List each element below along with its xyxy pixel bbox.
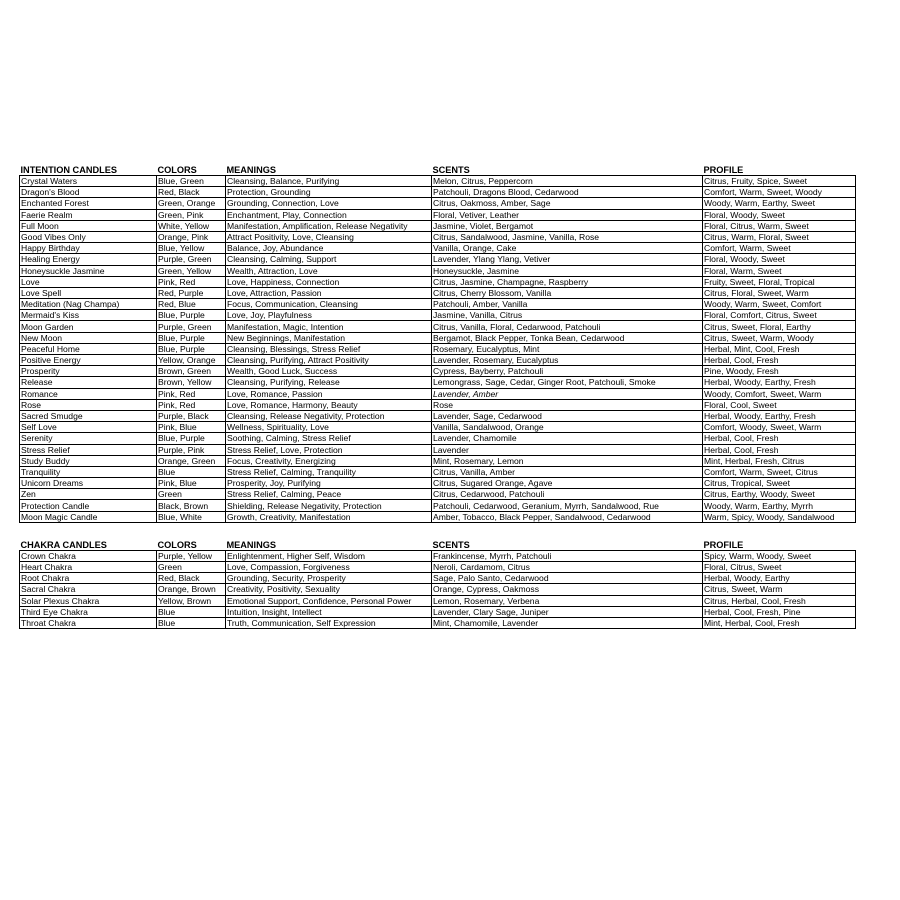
column-header-meanings: MEANINGS	[226, 165, 277, 175]
cell-meanings: Wellness, Spirituality, Love	[226, 422, 432, 433]
table-row	[20, 562, 856, 573]
cell-colors: Green	[157, 562, 226, 573]
cell-profile: Citrus, Fruity, Spice, Sweet	[703, 176, 856, 187]
cell-name: Rose	[20, 399, 157, 410]
column-header-profile: PROFILE	[703, 165, 744, 175]
cell-profile: Citrus, Herbal, Cool, Fresh	[703, 595, 856, 606]
cell-profile: Comfort, Warm, Sweet, Woody	[703, 187, 856, 198]
cell-scents: Bergamot, Black Pepper, Tonka Bean, Cedarwood	[432, 332, 703, 343]
cell-name: Sacral Chakra	[20, 584, 157, 595]
table-row	[20, 478, 856, 489]
cell-scents: Honeysuckle, Jasmine	[432, 265, 703, 276]
cell-colors: Green	[157, 489, 226, 500]
table-row	[20, 321, 856, 332]
cell-scents: Cypress, Bayberry, Patchouli	[432, 366, 703, 377]
cell-colors: Black, Brown	[157, 500, 226, 511]
cell-meanings: Love, Romance, Harmony, Beauty	[226, 399, 432, 410]
cell-scents: Lemongrass, Sage, Cedar, Ginger Root, Patchouli, Smoke	[432, 377, 703, 388]
table-row	[20, 410, 856, 421]
cell-colors: Orange, Pink	[157, 231, 226, 242]
table-row	[20, 511, 856, 522]
cell-colors: Blue, Purple	[157, 433, 226, 444]
table-row	[20, 287, 856, 298]
chakra-header-row	[20, 538, 856, 551]
cell-meanings: Intuition, Insight, Intellect	[226, 606, 432, 617]
cell-meanings: Love, Compassion, Forgiveness	[226, 562, 432, 573]
column-header-name: INTENTION CANDLES	[20, 165, 117, 175]
table-row	[20, 573, 856, 584]
cell-meanings: Grounding, Security, Prosperity	[226, 573, 432, 584]
table-row	[20, 254, 856, 265]
table-row	[20, 187, 856, 198]
cell-colors: Purple, Black	[157, 410, 226, 421]
cell-colors: Blue, Green	[157, 176, 226, 187]
cell-profile: Woody, Warm, Earthy, Sweet	[703, 198, 856, 209]
cell-meanings: Prosperity, Joy, Purifying	[226, 478, 432, 489]
table-row	[20, 343, 856, 354]
cell-profile: Floral, Cool, Sweet	[703, 399, 856, 410]
column-header-name: CHAKRA CANDLES	[20, 539, 107, 550]
cell-colors: Orange, Green	[157, 455, 226, 466]
cell-scents: Rosemary, Eucalyptus, Mint	[432, 343, 703, 354]
cell-name: Root Chakra	[20, 573, 157, 584]
cell-profile: Herbal, Woody, Earthy, Fresh	[703, 410, 856, 421]
cell-meanings: Grounding, Connection, Love	[226, 198, 432, 209]
table-row	[20, 455, 856, 466]
cell-profile: Herbal, Woody, Earthy, Fresh	[703, 377, 856, 388]
table-row	[20, 550, 856, 561]
cell-scents: Lavender, Clary Sage, Juniper	[432, 606, 703, 617]
cell-meanings: Soothing, Calming, Stress Relief	[226, 433, 432, 444]
cell-scents: Lavender, Sage, Cedarwood	[432, 410, 703, 421]
cell-scents: Frankincense, Myrrh, Patchouli	[432, 550, 703, 561]
cell-colors: Purple, Green	[157, 254, 226, 265]
cell-name: Release	[20, 377, 157, 388]
table-row	[20, 489, 856, 500]
cell-name: Honeysuckle Jasmine	[20, 265, 157, 276]
cell-name: Throat Chakra	[20, 617, 157, 628]
cell-scents: Patchouli, Cedarwood, Geranium, Myrrh, Sandalwood, Rue	[432, 500, 703, 511]
cell-profile: Floral, Citrus, Warm, Sweet	[703, 220, 856, 231]
cell-meanings: Stress Relief, Calming, Peace	[226, 489, 432, 500]
cell-colors: Green, Yellow	[157, 265, 226, 276]
cell-scents: Lemon, Rosemary, Verbena	[432, 595, 703, 606]
table-row	[20, 433, 856, 444]
table-row	[20, 595, 856, 606]
cell-name: Mermaid's Kiss	[20, 310, 157, 321]
cell-profile: Citrus, Warm, Floral, Sweet	[703, 231, 856, 242]
cell-meanings: Love, Joy, Playfulness	[226, 310, 432, 321]
cell-meanings: Wealth, Attraction, Love	[226, 265, 432, 276]
cell-profile: Woody, Warm, Sweet, Comfort	[703, 299, 856, 310]
cell-colors: Pink, Red	[157, 399, 226, 410]
cell-scents: Citrus, Cherry Blossom, Vanilla	[432, 287, 703, 298]
table-row	[20, 231, 856, 242]
cell-meanings: Focus, Creativity, Energizing	[226, 455, 432, 466]
cell-profile: Pine, Woody, Fresh	[703, 366, 856, 377]
cell-profile: Herbal, Cool, Fresh, Pine	[703, 606, 856, 617]
cell-profile: Comfort, Woody, Sweet, Warm	[703, 422, 856, 433]
cell-name: Serenity	[20, 433, 157, 444]
cell-profile: Citrus, Floral, Sweet, Warm	[703, 287, 856, 298]
table-row	[20, 355, 856, 366]
cell-scents: Sage, Palo Santo, Cedarwood	[432, 573, 703, 584]
cell-profile: Floral, Comfort, Citrus, Sweet	[703, 310, 856, 321]
cell-meanings: Enchantment, Play, Connection	[226, 209, 432, 220]
cell-meanings: Attract Positivity, Love, Cleansing	[226, 231, 432, 242]
cell-colors: Red, Black	[157, 187, 226, 198]
cell-profile: Mint, Herbal, Cool, Fresh	[703, 617, 856, 628]
cell-meanings: Cleansing, Calming, Support	[226, 254, 432, 265]
table-row	[20, 466, 856, 477]
cell-colors: Red, Black	[157, 573, 226, 584]
cell-name: Sacred Smudge	[20, 410, 157, 421]
cell-colors: Orange, Brown	[157, 584, 226, 595]
cell-name: Enchanted Forest	[20, 198, 157, 209]
cell-meanings: Emotional Support, Confidence, Personal Power	[226, 595, 432, 606]
cell-name: Third Eye Chakra	[20, 606, 157, 617]
column-header-profile: PROFILE	[703, 539, 744, 550]
cell-name: Peaceful Home	[20, 343, 157, 354]
cell-scents: Citrus, Vanilla, Amber	[432, 466, 703, 477]
column-header-colors: COLORS	[157, 165, 197, 175]
cell-scents: Jasmine, Violet, Bergamot	[432, 220, 703, 231]
cell-name: Moon Magic Candle	[20, 511, 157, 522]
table-row	[20, 422, 856, 433]
cell-name: Prosperity	[20, 366, 157, 377]
section-spacer	[19, 523, 855, 538]
cell-name: Meditation (Nag Champa)	[20, 299, 157, 310]
cell-colors: Green, Orange	[157, 198, 226, 209]
cell-name: Self Love	[20, 422, 157, 433]
cell-profile: Floral, Warm, Sweet	[703, 265, 856, 276]
cell-colors: Red, Purple	[157, 287, 226, 298]
cell-scents: Lavender, Rosemary, Eucalyptus	[432, 355, 703, 366]
cell-meanings: Protection, Grounding	[226, 187, 432, 198]
table-row	[20, 377, 856, 388]
cell-meanings: Cleansing, Balance, Purifying	[226, 176, 432, 187]
cell-profile: Herbal, Cool, Fresh	[703, 355, 856, 366]
cell-scents: Patchouli, Amber, Vanilla	[432, 299, 703, 310]
cell-name: Crown Chakra	[20, 550, 157, 561]
cell-profile: Herbal, Cool, Fresh	[703, 433, 856, 444]
table-row	[20, 276, 856, 287]
table-row	[20, 265, 856, 276]
cell-name: Love Spell	[20, 287, 157, 298]
cell-name: Positive Energy	[20, 355, 157, 366]
cell-colors: Pink, Red	[157, 388, 226, 399]
table-row	[20, 500, 856, 511]
cell-name: Zen	[20, 489, 157, 500]
cell-scents: Citrus, Jasmine, Champagne, Raspberry	[432, 276, 703, 287]
intention-table-body	[20, 176, 856, 523]
cell-profile: Floral, Woody, Sweet	[703, 209, 856, 220]
cell-scents: Orange, Cypress, Oakmoss	[432, 584, 703, 595]
cell-colors: Blue	[157, 617, 226, 628]
table-row	[20, 366, 856, 377]
column-header-meanings: MEANINGS	[226, 539, 277, 550]
cell-name: Stress Relief	[20, 444, 157, 455]
cell-name: Unicorn Dreams	[20, 478, 157, 489]
cell-colors: Red, Blue	[157, 299, 226, 310]
cell-name: Full Moon	[20, 220, 157, 231]
cell-scents: Vanilla, Sandalwood, Orange	[432, 422, 703, 433]
intention-candles-table	[19, 163, 856, 523]
cell-colors: Purple, Pink	[157, 444, 226, 455]
table-row	[20, 606, 856, 617]
cell-meanings: Love, Attraction, Passion	[226, 287, 432, 298]
cell-scents: Lavender, Amber	[432, 388, 703, 399]
cell-meanings: Shielding, Release Negativity, Protection	[226, 500, 432, 511]
table-row	[20, 198, 856, 209]
cell-meanings: New Beginnings, Manifestation	[226, 332, 432, 343]
cell-profile: Herbal, Woody, Earthy	[703, 573, 856, 584]
cell-meanings: Enlightenment, Higher Self, Wisdom	[226, 550, 432, 561]
cell-name: Moon Garden	[20, 321, 157, 332]
cell-meanings: Truth, Communication, Self Expression	[226, 617, 432, 628]
cell-scents: Vanilla, Orange, Cake	[432, 243, 703, 254]
cell-meanings: Love, Romance, Passion	[226, 388, 432, 399]
cell-name: Study Buddy	[20, 455, 157, 466]
cell-colors: Blue, White	[157, 511, 226, 522]
column-header-colors: COLORS	[157, 539, 197, 550]
cell-scents: Floral, Vetiver, Leather	[432, 209, 703, 220]
cell-meanings: Cleansing, Purifying, Release	[226, 377, 432, 388]
cell-name: Dragon's Blood	[20, 187, 157, 198]
table-row	[20, 299, 856, 310]
cell-profile: Floral, Citrus, Sweet	[703, 562, 856, 573]
cell-name: Love	[20, 276, 157, 287]
table-row	[20, 209, 856, 220]
cell-meanings: Wealth, Good Luck, Success	[226, 366, 432, 377]
table-row	[20, 176, 856, 187]
cell-colors: Blue, Yellow	[157, 243, 226, 254]
cell-meanings: Manifestation, Magic, Intention	[226, 321, 432, 332]
table-row	[20, 399, 856, 410]
cell-profile: Warm, Spicy, Woody, Sandalwood	[703, 511, 856, 522]
cell-scents: Citrus, Cedarwood, Patchouli	[432, 489, 703, 500]
table-row	[20, 444, 856, 455]
cell-scents: Citrus, Vanilla, Floral, Cedarwood, Patchouli	[432, 321, 703, 332]
cell-scents: Rose	[432, 399, 703, 410]
cell-profile: Spicy, Warm, Woody, Sweet	[703, 550, 856, 561]
cell-colors: Blue, Purple	[157, 332, 226, 343]
cell-meanings: Cleansing, Release Negativity, Protection	[226, 410, 432, 421]
cell-meanings: Growth, Creativity, Manifestation	[226, 511, 432, 522]
cell-name: Faerie Realm	[20, 209, 157, 220]
cell-meanings: Focus, Communication, Cleansing	[226, 299, 432, 310]
cell-scents: Lavender	[432, 444, 703, 455]
cell-profile: Herbal, Mint, Cool, Fresh	[703, 343, 856, 354]
cell-colors: Pink, Red	[157, 276, 226, 287]
table-row	[20, 332, 856, 343]
cell-profile: Citrus, Sweet, Floral, Earthy	[703, 321, 856, 332]
cell-scents: Melon, Citrus, Peppercorn	[432, 176, 703, 187]
cell-scents: Citrus, Sugared Orange, Agave	[432, 478, 703, 489]
cell-name: Solar Plexus Chakra	[20, 595, 157, 606]
cell-profile: Woody, Comfort, Sweet, Warm	[703, 388, 856, 399]
cell-colors: Purple, Green	[157, 321, 226, 332]
column-header-scents: SCENTS	[432, 165, 470, 175]
table-row	[20, 220, 856, 231]
cell-name: Crystal Waters	[20, 176, 157, 187]
table-row	[20, 388, 856, 399]
table-row	[20, 584, 856, 595]
cell-colors: Blue	[157, 606, 226, 617]
cell-scents: Mint, Rosemary, Lemon	[432, 455, 703, 466]
cell-meanings: Stress Relief, Love, Protection	[226, 444, 432, 455]
cell-scents: Citrus, Sandalwood, Jasmine, Vanilla, Rose	[432, 231, 703, 242]
cell-colors: Brown, Yellow	[157, 377, 226, 388]
cell-meanings: Cleansing, Purifying, Attract Positivity	[226, 355, 432, 366]
cell-meanings: Manifestation, Amplification, Release Negativity	[226, 220, 432, 231]
candle-spreadsheet	[19, 163, 855, 629]
cell-colors: Blue, Purple	[157, 310, 226, 321]
cell-scents: Lavender, Chamomile	[432, 433, 703, 444]
cell-colors: Purple, Yellow	[157, 550, 226, 561]
cell-profile: Citrus, Sweet, Warm, Woody	[703, 332, 856, 343]
cell-colors: Blue, Purple	[157, 343, 226, 354]
cell-colors: Yellow, Orange	[157, 355, 226, 366]
cell-scents: Amber, Tobacco, Black Pepper, Sandalwood, Cedarwood	[432, 511, 703, 522]
cell-colors: White, Yellow	[157, 220, 226, 231]
cell-profile: Comfort, Warm, Sweet	[703, 243, 856, 254]
cell-meanings: Creativity, Positivity, Sexuality	[226, 584, 432, 595]
cell-name: Romance	[20, 388, 157, 399]
cell-scents: Lavender, Ylang Ylang, Vetiver	[432, 254, 703, 265]
chakra-candles-table	[19, 538, 856, 629]
cell-meanings: Stress Relief, Calming, Tranquility	[226, 466, 432, 477]
cell-profile: Citrus, Tropical, Sweet	[703, 478, 856, 489]
cell-colors: Yellow, Brown	[157, 595, 226, 606]
cell-profile: Citrus, Earthy, Woody, Sweet	[703, 489, 856, 500]
cell-scents: Neroli, Cardamom, Citrus	[432, 562, 703, 573]
cell-profile: Citrus, Sweet, Warm	[703, 584, 856, 595]
cell-colors: Brown, Green	[157, 366, 226, 377]
cell-name: Heart Chakra	[20, 562, 157, 573]
cell-colors: Pink, Blue	[157, 478, 226, 489]
cell-profile: Comfort, Warm, Sweet, Citrus	[703, 466, 856, 477]
cell-name: Happy Birthday	[20, 243, 157, 254]
cell-meanings: Cleansing, Blessings, Stress Relief	[226, 343, 432, 354]
cell-colors: Blue	[157, 466, 226, 477]
cell-scents: Citrus, Oakmoss, Amber, Sage	[432, 198, 703, 209]
column-header-scents: SCENTS	[432, 539, 470, 550]
cell-name: Tranquility	[20, 466, 157, 477]
chakra-table-body	[20, 550, 856, 628]
table-row	[20, 243, 856, 254]
table-row	[20, 310, 856, 321]
cell-name: New Moon	[20, 332, 157, 343]
cell-scents: Jasmine, Vanilla, Citrus	[432, 310, 703, 321]
cell-profile: Floral, Woody, Sweet	[703, 254, 856, 265]
cell-name: Protection Candle	[20, 500, 157, 511]
cell-scents: Mint, Chamomile, Lavender	[432, 617, 703, 628]
cell-colors: Pink, Blue	[157, 422, 226, 433]
cell-profile: Mint, Herbal, Fresh, Citrus	[703, 455, 856, 466]
cell-name: Good Vibes Only	[20, 231, 157, 242]
cell-meanings: Balance, Joy, Abundance	[226, 243, 432, 254]
intention-header-row	[20, 163, 856, 176]
cell-name: Healing Energy	[20, 254, 157, 265]
table-row	[20, 617, 856, 628]
cell-colors: Green, Pink	[157, 209, 226, 220]
cell-meanings: Love, Happiness, Connection	[226, 276, 432, 287]
cell-profile: Woody, Warm, Earthy, Myrrh	[703, 500, 856, 511]
cell-profile: Herbal, Cool, Fresh	[703, 444, 856, 455]
cell-profile: Fruity, Sweet, Floral, Tropical	[703, 276, 856, 287]
cell-scents: Patchouli, Dragons Blood, Cedarwood	[432, 187, 703, 198]
